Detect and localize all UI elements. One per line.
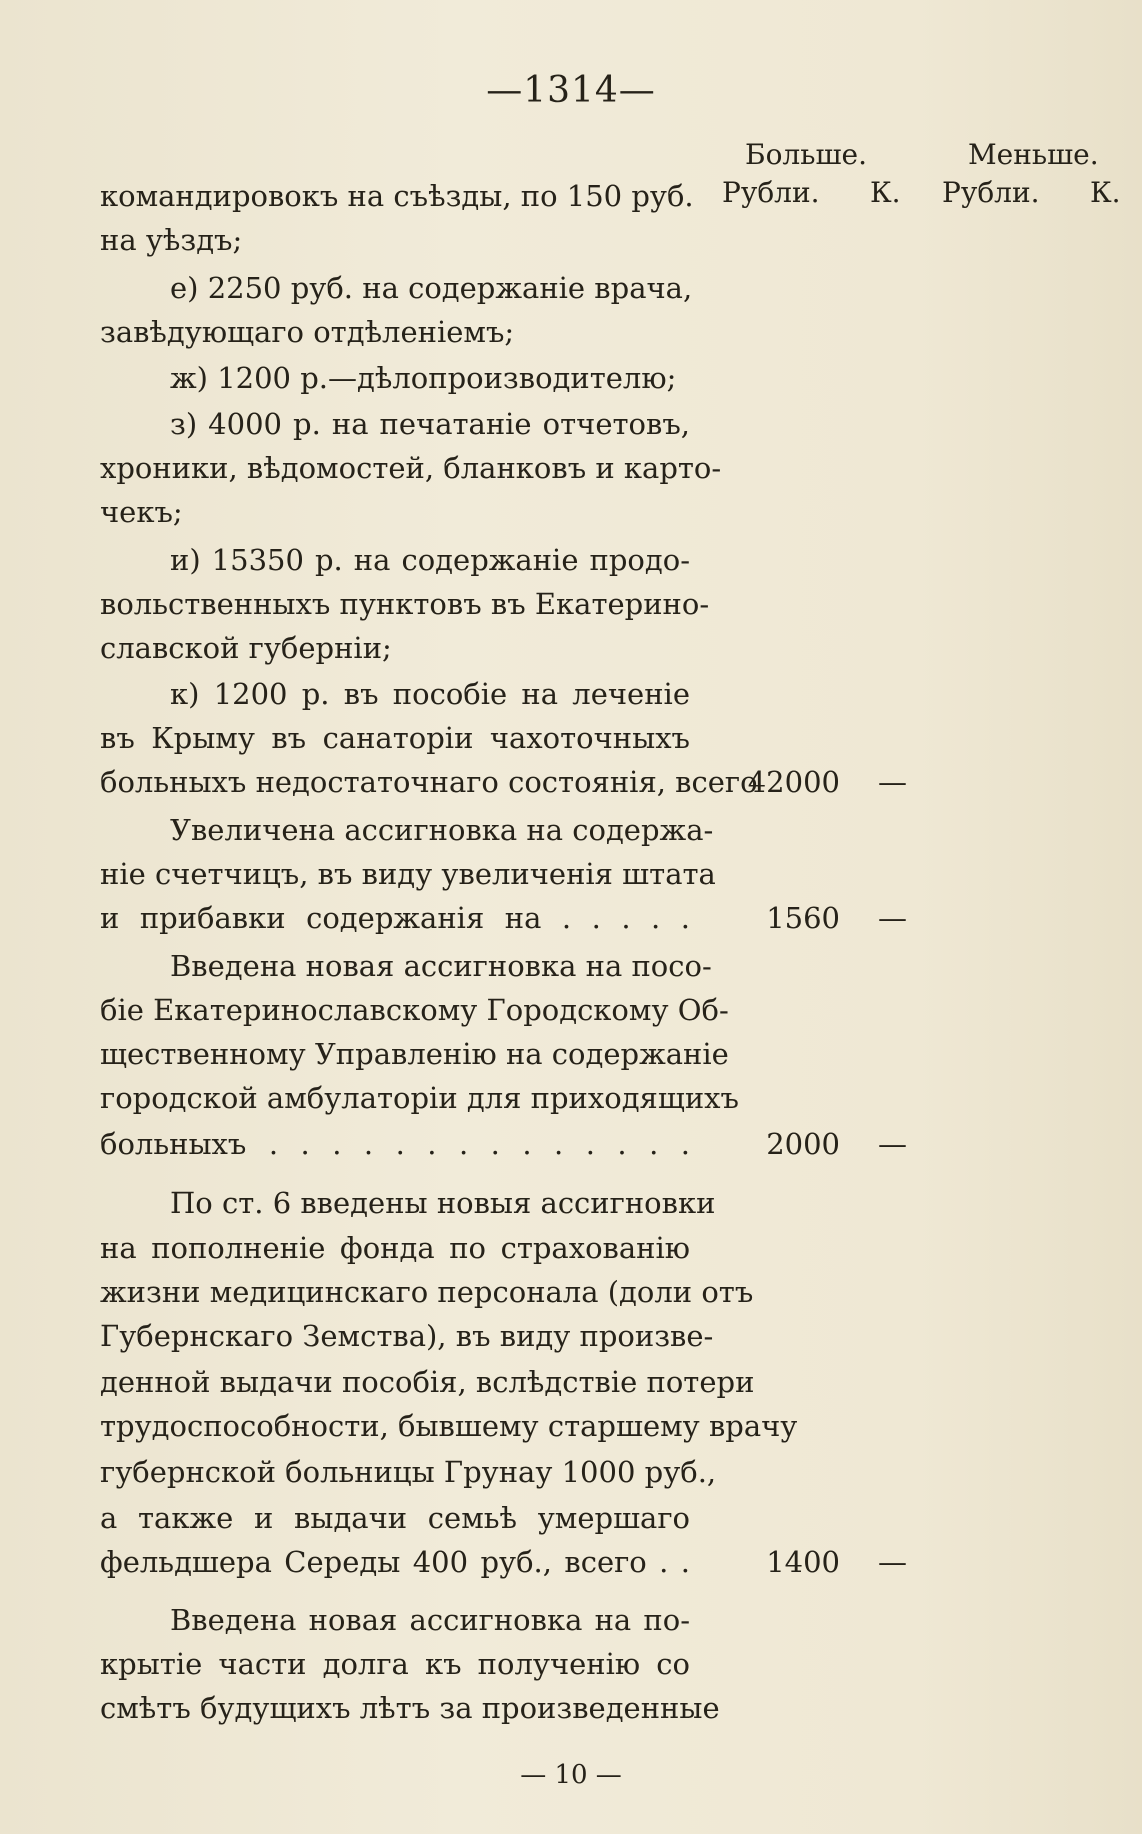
text-line: фельдшера Середы 400 руб., всего . . [100,1545,690,1579]
text-line: на пополненіе фонда по страхованію [100,1231,690,1265]
amount-dash: — [878,901,907,935]
text-line: чекъ; [100,495,183,529]
text-line: Введена новая ассигновка на по- [170,1603,690,1637]
text-line: Увеличена ассигновка на содержа- [170,813,714,847]
text-line: По ст. 6 введены новыя ассигновки [170,1186,716,1220]
text-line: ж) 1200 р.—дѣлопроизводителю; [170,361,677,395]
text-line: з) 4000 р. на печатаніе отчетовъ, [170,407,690,441]
column-subheader-less-kopecks: К. [1090,176,1121,209]
text-line: крытіе части долга къ полученію со [100,1647,690,1681]
text-line: вольственныхъ пунктовъ въ Екатерино- [100,587,710,621]
text-line: командировокъ на съѣзды, по 150 руб. [100,179,694,213]
text-line: больныхъ недостаточнаго состоянія, всего [100,765,758,799]
text-line: и прибавки содержанія на . . . . . [100,901,690,935]
text-line: на уѣздъ; [100,223,243,257]
text-line: смѣтъ будущихъ лѣтъ за произведенные [100,1691,720,1725]
text-line: трудоспособности, бывшему старшему врачу [100,1409,798,1443]
column-subheader-more-kopecks: К. [870,176,901,209]
text-line: больныхъ . . . . . . . . . . . . . . [100,1127,690,1161]
text-line: щественному Управленію на содержаніе [100,1037,729,1071]
text-line: губернской больницы Грунау 1000 руб., [100,1455,717,1489]
amount-dash: — [878,765,907,799]
text-line: к) 1200 р. въ пособіе на леченіе [170,677,690,711]
text-line: въ Крыму въ санаторіи чахоточныхъ [100,721,690,755]
footer-page-number: — 10 — [520,1760,622,1790]
text-line: и) 15350 р. на содержаніе продо- [170,543,690,577]
amount-dash: — [878,1127,907,1161]
column-subheader-more-rubles: Рубли. [722,176,820,209]
page-number: —1314— [486,70,656,111]
text-line: е) 2250 руб. на содержаніе врача, [170,271,693,305]
text-line: городской амбулаторіи для приходящихъ [100,1081,739,1115]
text-line: завѣдующаго отдѣленіемъ; [100,315,515,349]
text-line: Губернскаго Земства), въ виду произве- [100,1319,714,1353]
text-line: славской губерніи; [100,631,392,665]
text-line: денной выдачи пособія, вслѣдствіе потери [100,1365,755,1399]
column-header-less: Меньше. [968,138,1099,171]
amount-value: 1560 [766,901,840,935]
text-line: а также и выдачи семьѣ умершаго [100,1501,690,1535]
column-subheader-less-rubles: Рубли. [942,176,1040,209]
column-header-more: Больше. [745,138,867,171]
text-line: біе Екатеринославскому Городскому Об- [100,993,729,1027]
amount-value: 42000 [747,765,840,799]
text-line: Введена новая ассигновка на посо- [170,949,712,983]
text-line: ніе счетчицъ, въ виду увеличенія штата [100,857,716,891]
text-line: жизни медицинскаго персонала (доли отъ [100,1275,754,1309]
amount-value: 1400 [766,1545,840,1579]
amount-value: 2000 [766,1127,840,1161]
amount-dash: — [878,1545,907,1579]
text-line: хроники, вѣдомостей, бланковъ и карто- [100,451,722,485]
